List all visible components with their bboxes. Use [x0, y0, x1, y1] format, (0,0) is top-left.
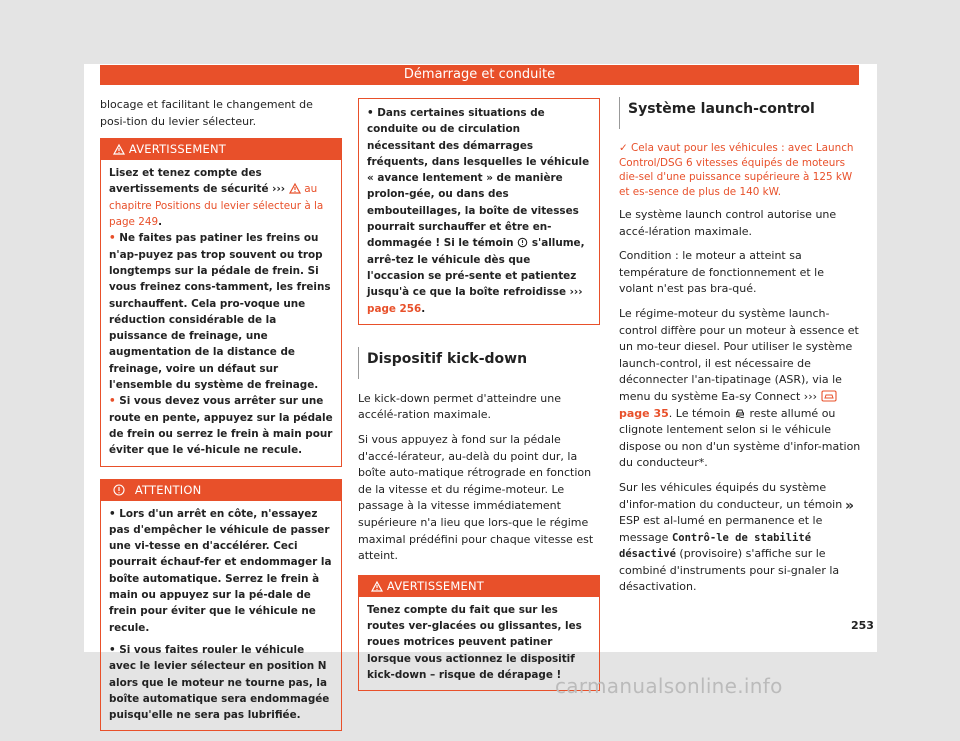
reference-arrow: ›››: [272, 183, 286, 196]
warning-intro: [109, 165, 333, 230]
display-message: Contrô-le de stabilité désactivé: [619, 531, 812, 561]
reference-arrow: ›››: [569, 286, 583, 299]
warning-title: AVERTISSEMENT: [128, 142, 226, 157]
column-left: [100, 97, 342, 741]
launch-paragraph: Le système launch control autorise une accé-lération maximale.: [619, 208, 837, 238]
bullet-icon: •: [109, 507, 120, 520]
watermark: carmanualsonline.info: [555, 674, 783, 698]
warning-box-header: [101, 139, 341, 160]
reference-arrow: ›››: [803, 389, 817, 403]
attention-title: ATTENTION: [134, 482, 202, 497]
intro-text: blocage et facilitant le changement de posi-tion du levier sélecteur.: [100, 98, 313, 128]
warning-triangle-icon: [371, 581, 383, 592]
launch-paragraph: [619, 480, 861, 596]
page-link[interactable]: page 35: [619, 406, 669, 420]
launch-text: (provisoire) s'affiche sur le combiné d'instruments pour si-gnaler la désactivation.: [619, 547, 840, 594]
launch-paragraph: Condition : le moteur a atteint sa température de fonctionnement et le volant n'est pas bra-qué.: [619, 249, 824, 296]
bullet-icon: •: [109, 395, 120, 408]
bullet-icon: •: [109, 232, 120, 245]
continued-box-body: [359, 99, 599, 324]
warning-intro-text: Lisez et tenez compte des avertissements de sécurité: [109, 167, 269, 196]
launch-text: . Le témoin: [668, 406, 731, 420]
section-title-kickdown: Dispositif kick-down: [358, 347, 600, 379]
launch-paragraph: [619, 306, 861, 472]
applicability-text: Cela vaut pour les véhicules : avec Launch Control/DSG 6 vitesses équipés de moteurs die-sel d'une puissance supérieure à 125 kW et es-sence de plus de 140 kW.: [619, 142, 854, 198]
continued-text: s'allume, arrê-tez le véhicule dès que l'occasion se pré-sente et patientez jusqu'à ce que la boîte refroidisse: [367, 237, 585, 299]
page-number: 253: [851, 619, 874, 632]
warning-bullet: [109, 393, 333, 458]
sentence-end: .: [158, 216, 163, 229]
car-menu-icon: [821, 390, 837, 402]
attention-box-body: [101, 501, 341, 731]
warning-box-header: [359, 576, 599, 597]
kickdown-paragraph: Le kick-down permet d'atteindre une accélé-ration maximale.: [358, 391, 561, 422]
continued-attention-box: [358, 98, 600, 325]
kickdown-paragraph: Si vous appuyez à fond sur la pédale d'accé-lérateur, au-delà du point dur, la boîte auto-matique rétrograde en fonction de la vitesse et du régime-moteur. Le passage à la vitesse immédiatement supérieure n'a lieu que lors-que le régime maximal prédéfini pour chaque vitesse est atteint.: [358, 433, 594, 563]
attention-box-header: [101, 480, 341, 501]
launch-text: reste allumé ou clignote lentement selon si le véhicule dispose ou non d'un système d'infor-mation du conducteur*.: [619, 406, 861, 470]
continued-text: Dans certaines situations de conduite ou de circulation nécessitant des démarrages fréquents, dans lesquelles le véhicule « avance lentement » de manière prolon-gée, ou dans des embouteillages, la boîte de vitesses pourrait surchauffer et être en-dommagée ! Si le témoin: [367, 107, 590, 250]
warning-triangle-icon: [289, 183, 301, 194]
attention-bullet-text: Si vous faites rouler le véhicule avec le levier sélecteur en position N alors que le moteur ne tourne pas, la boîte automatique sera endommagée puisqu'elle ne sera pas lubrifiée.: [109, 643, 330, 722]
continued-marker: »: [845, 498, 855, 514]
attention-bullet: [109, 642, 333, 723]
chapter-link[interactable]: au chapitre Positions du levier sélecteur à la page 249: [109, 183, 324, 229]
warning-bullet: [109, 230, 333, 393]
sentence-end: .: [421, 302, 426, 315]
warning-bullet-text: Ne faites pas patiner les freins ou n'ap-puyez pas trop souvent ou trop longtemps sur la pédale de frein. Si vous freinez cons-tamment, les freins surchauffent. Cela pro-voque une réduction considérable de la puissance de freinage, une augmentation de la distance de freinage, voire un défaut sur l'ensemble du système de freinage.: [109, 232, 331, 392]
page-link[interactable]: page 256: [367, 302, 422, 315]
applicability-note: [619, 141, 861, 199]
esp-skid-car-icon: [734, 407, 746, 419]
bullet-icon: •: [367, 107, 378, 119]
continued-bullet: [367, 105, 591, 317]
attention-bullet: [109, 506, 333, 636]
exclamation-gear-icon: [517, 237, 528, 248]
warning-box-body: [101, 160, 341, 465]
warning-text: Tenez compte du fait que sur les routes ver-glacées ou glissantes, les roues motrices peuvent patiner lorsque vous actionnez le dispositif kick-down – risque de dérapage !: [367, 603, 582, 681]
warning-box-brakes: [100, 138, 342, 466]
launch-text: Le régime-moteur du système launch-control diffère pour un moteur à essence et un mo-teur diesel. Pour utiliser le système launch-control, il est nécessaire de déconnecter l'an-tipatinage (ASR), via le menu du système Ea-sy Connect: [619, 306, 859, 403]
bullet-icon: •: [109, 643, 120, 656]
page-header: Démarrage et conduite: [100, 65, 859, 85]
warning-title: AVERTISSEMENT: [386, 578, 484, 593]
warning-triangle-icon: [113, 144, 125, 155]
warning-bullet-text: Si vous devez vous arrêter sur une route en pente, appuyez sur la pédale de frein ou serrez le frein à main pour éviter que le vé-hicule ne recule.: [109, 395, 333, 457]
check-icon: ✓: [619, 142, 628, 154]
attention-box: [100, 479, 342, 732]
column-middle: [358, 97, 600, 701]
column-right: [619, 97, 861, 604]
launch-text: Sur les véhicules équipés du système d'infor-mation du conducteur, un témoin ESP est al-lumé en permanence et le message: [619, 480, 843, 544]
attention-bullet-text: Lors d'un arrêt en côte, n'essayez pas d'empêcher le véhicule de passer une vi-tesse en d'accélérer. Ceci pourrait échauf-fer et endommager la boîte automatique. Serrez le frein à main ou appuyez sur la pé-dale de frein pour éviter que le véhicule ne recule.: [109, 507, 332, 634]
section-title-launch-control: Système launch-control: [619, 97, 861, 129]
info-circle-icon: [113, 484, 125, 496]
